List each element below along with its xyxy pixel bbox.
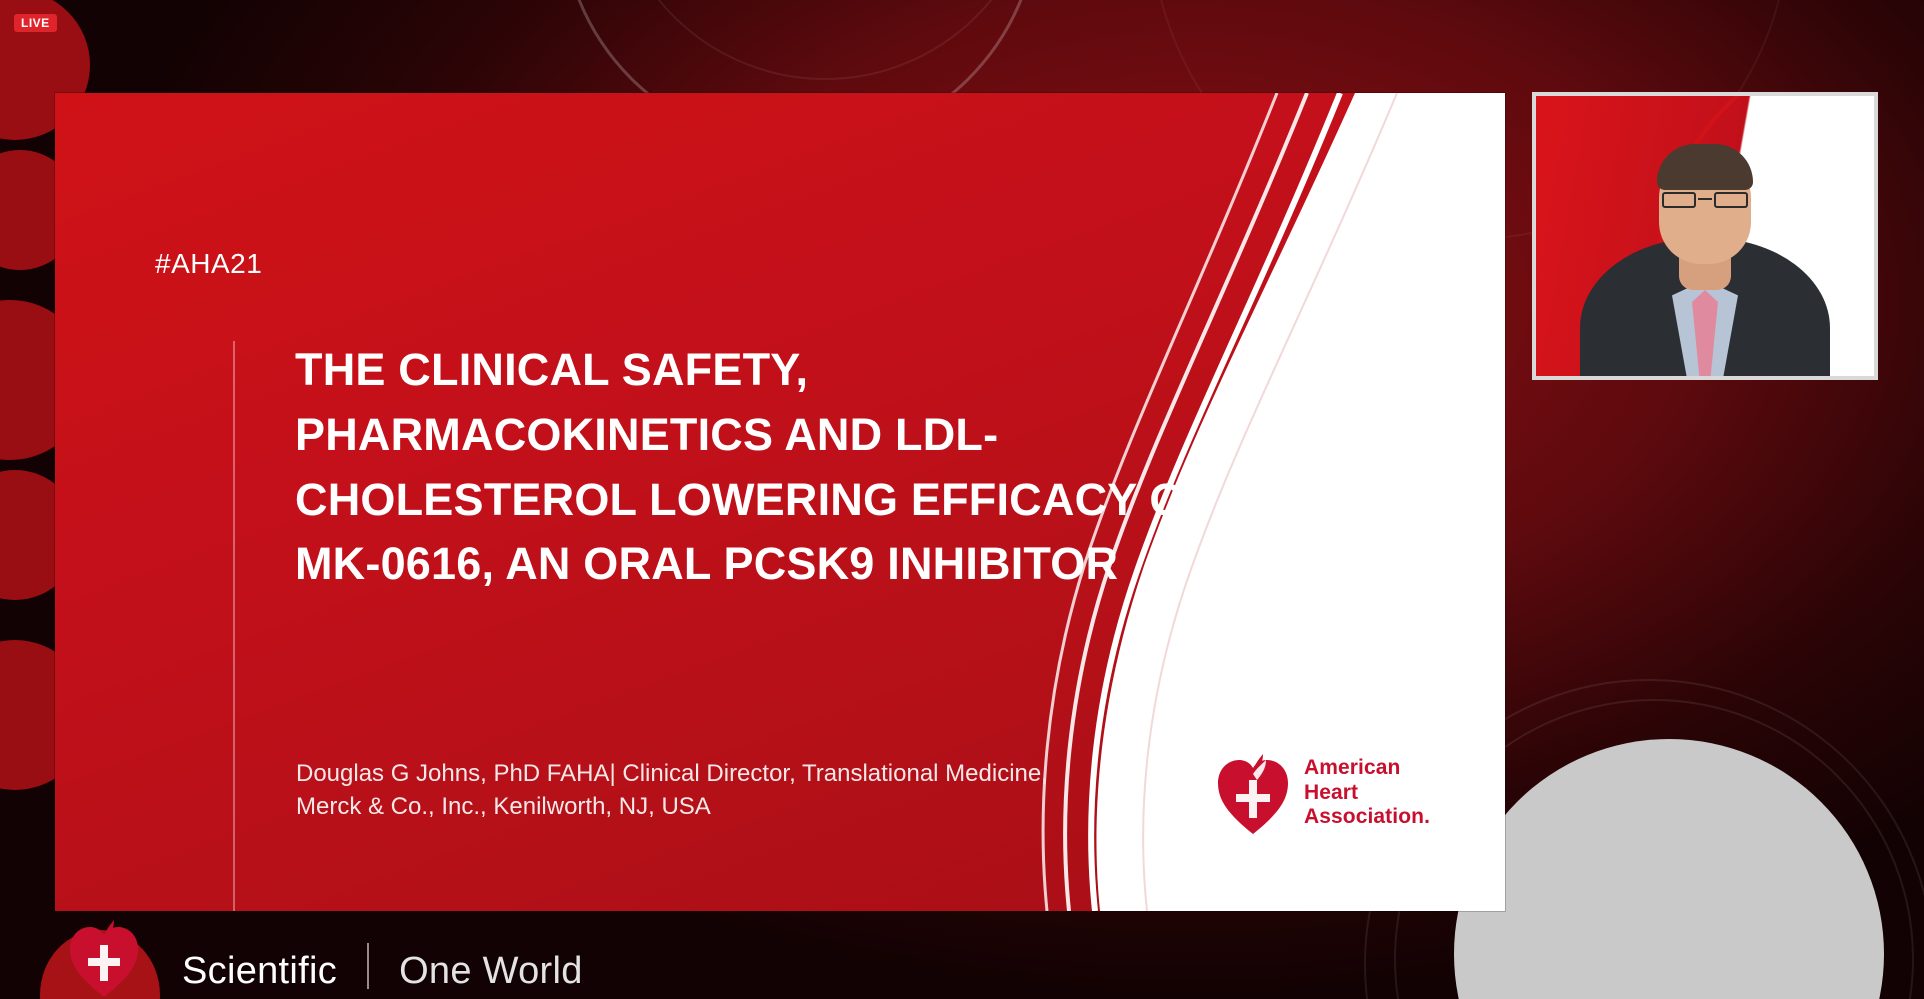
bottom-banner-divider [367, 943, 369, 989]
bottom-banner [0, 913, 1924, 999]
slide-title: THE CLINICAL SAFETY, PHARMACOKINETICS AND LDL-CHOLESTEROL LOWERING EFFICACY OF MK-0616, AN ORAL PCSK9 INHIBITOR [295, 344, 1213, 590]
live-badge: LIVE [14, 14, 57, 32]
aha-logo-line-3: Association. [1303, 805, 1430, 829]
speaker-glasses-icon [1662, 192, 1748, 208]
slide-left-rule [233, 341, 235, 911]
aha-logo-line-1: American [1303, 755, 1401, 779]
slide-presenter-affiliation: Douglas G Johns, PhD FAHA| Clinical Director, Translational Medicine, Merck & Co., Inc., Kenilworth, NJ, USA [296, 760, 1048, 820]
slide-hashtag: #AHA21 [155, 248, 263, 279]
speaker-video-inner [1536, 96, 1874, 376]
american-heart-association-logo [1216, 750, 1430, 836]
aha-logo-wordmark [1304, 756, 1430, 830]
presentation-slide [55, 93, 1505, 911]
speaker-video-thumbnail[interactable] [1532, 92, 1878, 380]
bottom-banner-text [182, 943, 583, 993]
aha-heart-torch-icon [1216, 750, 1290, 836]
bottom-banner-secondary-text: One World [399, 950, 583, 992]
aha-logo-line-2: Heart [1303, 780, 1359, 804]
aha-heart-torch-icon [68, 917, 140, 999]
bottom-banner-primary-text: Scientific [182, 950, 338, 992]
